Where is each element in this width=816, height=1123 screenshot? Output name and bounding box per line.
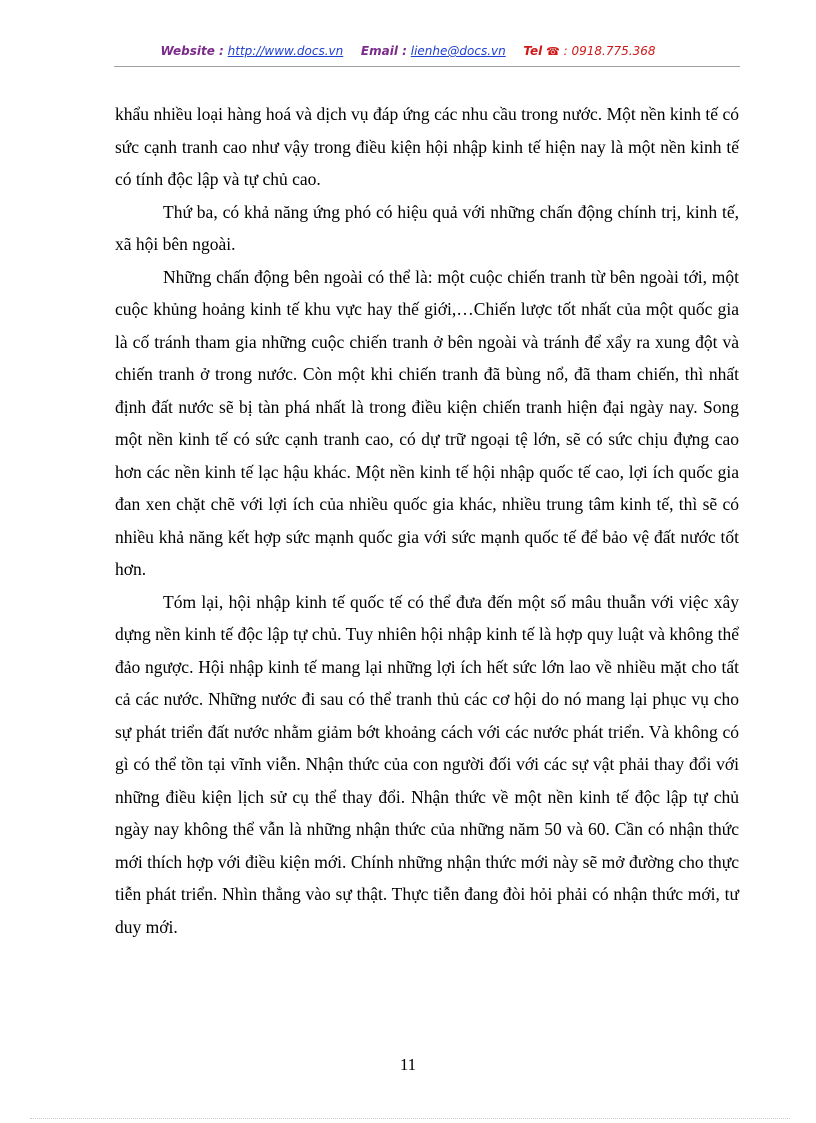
tel-label: Tel <box>523 44 543 58</box>
paragraph: Thứ ba, có khả năng ứng phó có hiệu quả với những chấn động chính trị, kinh tế, xã hội bên ngoài. <box>115 201 739 254</box>
email-link[interactable]: lienhe@docs.vn <box>410 44 506 58</box>
paragraph: Những chấn động bên ngoài có thể là: một cuộc chiến tranh từ bên ngoài tới, một cuộc khủng hoảng kinh tế khu vực hay thế giới,…Chiến lược tốt nhất của một quốc gia là cố tránh tham gia những cuộc chiến tranh ở bên ngoài và tránh để xẩy ra xung đột và chiến tranh ở trong nước. Còn một khi chiến tranh đã bùng nổ, đã tham chiến, thì nhất định đất nước sẽ bị tàn phá nhất là trong điều kiện chiến tranh hiện đại ngày nay. Song một nền kinh tế có sức cạnh tranh cao, có dự trữ ngoại tệ lớn, sẽ có sức chịu đựng cao hơn các nền kinh tế lạc hậu khác. Một nền kinh tế hội nhập quốc tế cao, lợi ích quốc gia đan xen chặt chẽ với lợi ích của nhiều quốc gia khác, nhiều trung tâm kinh tế, thì sẽ có nhiều khả năng kết hợp sức mạnh quốc gia với sức mạnh quốc tế để bảo vệ đất nước tốt hơn. <box>115 266 739 579</box>
page-header <box>0 44 816 58</box>
page-number: 11 <box>399 1055 417 1074</box>
paragraph-continuation: khẩu nhiều loại hàng hoá và dịch vụ đáp ứng các nhu cầu trong nước. Một nền kinh tế có sức cạnh tranh cao như vậy trong điều kiện hội nhập kinh tế hiện nay là một nền kinh tế có tính độc lập và tự chủ cao. <box>115 104 739 189</box>
document-body <box>115 98 739 943</box>
website-label: Website : <box>160 44 224 58</box>
email-label: Email : <box>360 44 407 58</box>
page-bottom-border <box>30 1118 790 1119</box>
telephone-icon: ☎ <box>546 45 560 58</box>
header-divider <box>114 66 740 67</box>
paragraph: Tóm lại, hội nhập kinh tế quốc tế có thể đưa đến một số mâu thuẫn với việc xây dựng nền kinh tế độc lập tự chủ. Tuy nhiên hội nhập kinh tế là hợp quy luật và không thể đảo ngược. Hội nhập kinh tế mang lại những lợi ích hết sức lớn lao về nhiều mặt cho tất cả các nước. Những nước đi sau có thể tranh thủ các cơ hội do nó mang lại phục vụ cho sự phát triển đất nước nhằm giảm bớt khoảng cách với các nước phát triển. Và không có gì có thể tồn tại vĩnh viễn. Nhận thức của con người đối với các sự vật phải thay đổi với những điều kiện lịch sử cụ thể thay đổi. Nhận thức về một nền kinh tế độc lập tự chủ ngày nay không thể vẫn là những nhận thức của những năm 50 và 60. Cần có nhận thức mới thích hợp với điều kiện mới. Chính những nhận thức mới này sẽ mở đường cho thực tiễn phát triển. Nhìn thẳng vào sự thật. Thực tiễn đang đòi hỏi phải có nhận thức mới, tư duy mới. <box>115 591 739 937</box>
phone-number: : 0918.775.368 <box>563 44 656 58</box>
website-link[interactable]: http://www.docs.vn <box>227 44 344 58</box>
